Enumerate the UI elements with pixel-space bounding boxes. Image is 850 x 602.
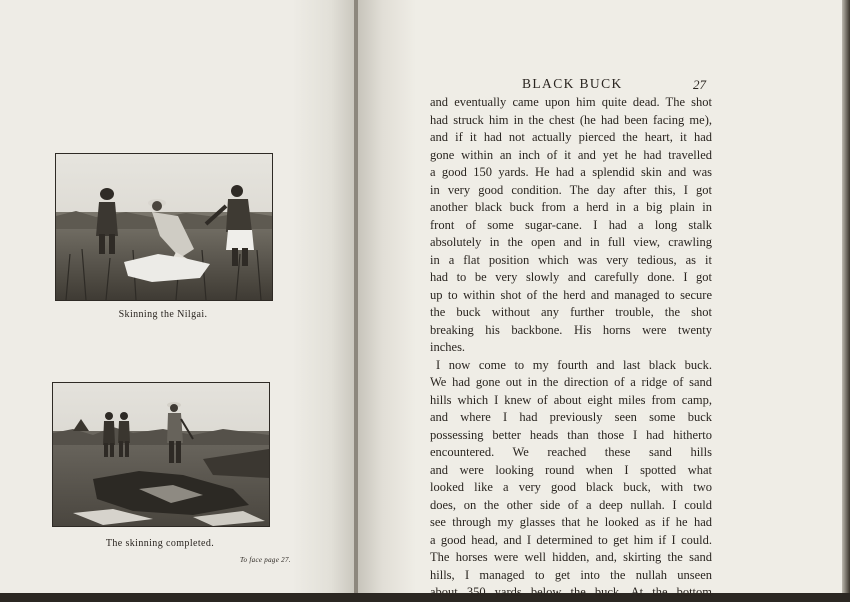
text-line: front of some sugar-cane. I had a long stalk xyxy=(430,217,712,232)
text-line: a good head, and I determined to get him if I could. xyxy=(430,532,712,547)
photo-skinning-nilgai xyxy=(56,154,272,300)
photo-plate-skinning-completed xyxy=(52,382,270,527)
photo-caption: The skinning completed. xyxy=(105,538,215,549)
body-text xyxy=(430,94,712,602)
running-head: BLACK BUCK xyxy=(522,76,623,91)
page-edge xyxy=(842,0,850,593)
text-line: possessing better heads than those I had hitherto xyxy=(430,427,712,442)
text-line: I now come to my fourth and last black buck. xyxy=(436,357,712,372)
photo-caption: Skinning the Nilgai. xyxy=(118,309,208,320)
photo-plate-skinning-nilgai xyxy=(55,153,273,301)
text-line: the buck without any further trouble, the shot xyxy=(430,305,712,319)
photo-skinning-completed xyxy=(53,383,269,526)
text-line: and where I had previously seen some buck xyxy=(430,410,712,424)
text-line: and if it had not actually pierced the heart, it had xyxy=(430,130,712,144)
text-line: The horses were well hidden, and, skirting the sand xyxy=(430,550,712,564)
text-line: and were looking round when I spotted what xyxy=(430,462,712,477)
text-line: had struck him in the chest (he had been facing me), xyxy=(430,112,712,127)
page-number: 27 xyxy=(693,77,706,92)
text-line: absolutely in the open and in full view, crawling xyxy=(430,235,712,249)
text-line: encountered. We reached these sand hills xyxy=(430,445,712,459)
text-line: a good 150 yards. He had a splendid skin and was xyxy=(430,165,712,179)
text-line: in very good condition. The day after this, I got xyxy=(430,182,712,197)
text-line: and eventually came upon him quite dead. The shot xyxy=(430,95,712,109)
text-line: another black buck from a herd in a big plain in xyxy=(430,200,712,214)
text-line: We had gone out in the direction of a ridge of sand xyxy=(430,375,712,389)
text-line: does, on the other side of a deep nullah. I could xyxy=(430,497,712,512)
left-page xyxy=(0,0,356,593)
text-line: in a flat position which was very tedious, as it xyxy=(430,252,712,267)
text-line: looked like a very good black buck, with two xyxy=(430,480,712,494)
text-line: about 350 yards below the buck. At the bottom xyxy=(430,585,712,599)
text-line: inches. xyxy=(430,340,466,354)
text-line: see through my glasses that he looked as if he had xyxy=(430,515,712,529)
text-line: hills, I managed to get into the nullah unseen xyxy=(430,567,712,582)
text-line: had to be very slowly and carefully done. I got xyxy=(430,270,712,284)
facing-page-note: To face page 27. xyxy=(240,556,291,564)
text-line: hills which I knew of about eight miles from camp, xyxy=(430,392,712,407)
text-line: up to within shot of the herd and managed to secure xyxy=(430,287,712,302)
text-line: breaking his backbone. His horns were twenty xyxy=(430,322,712,337)
text-line: gone within an inch of it and yet he had travelled xyxy=(430,147,712,162)
